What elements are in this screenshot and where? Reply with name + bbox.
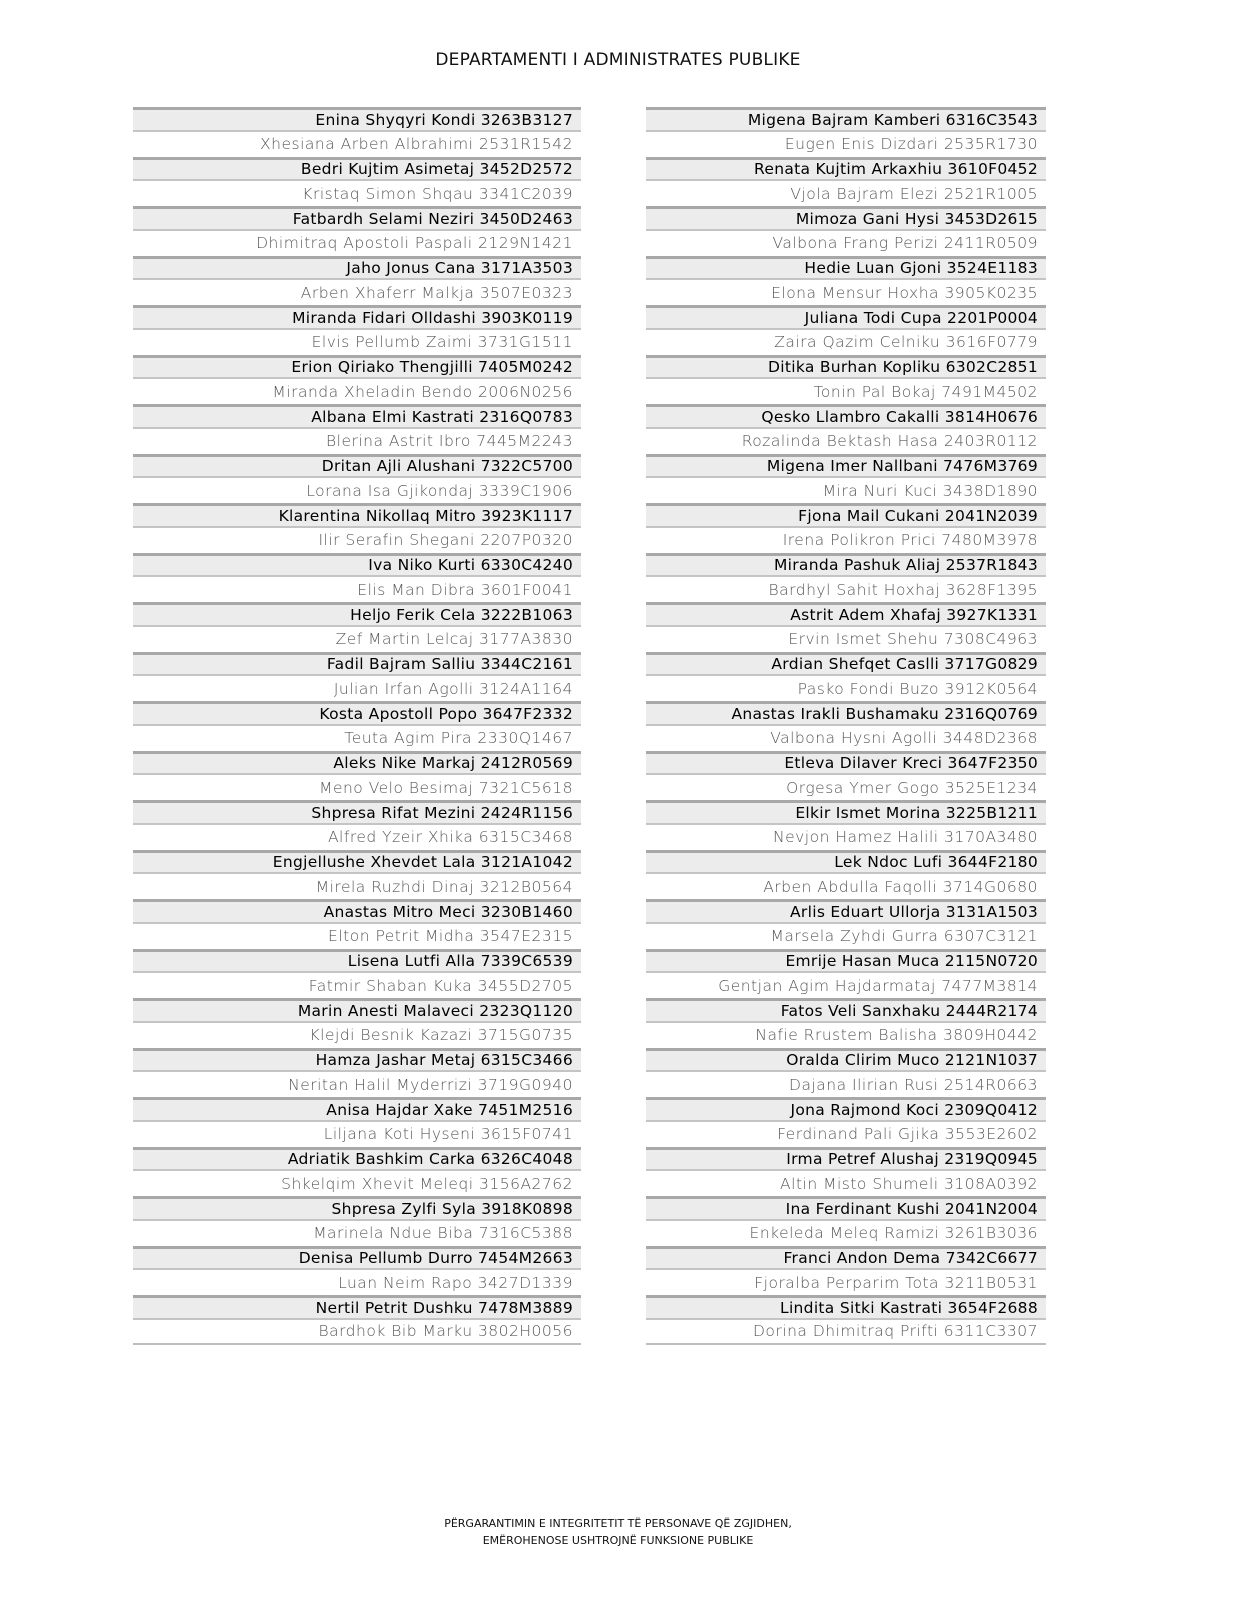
list-item: Lindita Sitki Kastrati 3654F2688 — [646, 1295, 1046, 1320]
list-item: Bardhok Bib Marku 3802H0056 — [133, 1320, 581, 1345]
list-item: Shpresa Zylfi Syla 3918K0898 — [133, 1196, 581, 1221]
footer-line-1: PËRGARANTIMIN E INTEGRITETIT TË PERSONAVE QË ZGJIDHEN, — [444, 1517, 792, 1530]
list-item: Valbona Frang Perizi 2411R0509 — [646, 231, 1046, 256]
list-item: Zef Martin Lelcaj 3177A3830 — [133, 627, 581, 652]
list-item: Franci Andon Dema 7342C6677 — [646, 1246, 1046, 1271]
list-item: Oralda Clirim Muco 2121N1037 — [646, 1048, 1046, 1073]
list-item: Qesko Llambro Cakalli 3814H0676 — [646, 404, 1046, 429]
list-item: Ditika Burhan Kopliku 6302C2851 — [646, 355, 1046, 380]
list-item: Mimoza Gani Hysi 3453D2615 — [646, 206, 1046, 231]
list-item: Klarentina Nikollaq Mitro 3923K1117 — [133, 503, 581, 528]
list-item: Miranda Pashuk Aliaj 2537R1843 — [646, 553, 1046, 578]
list-item: Juliana Todi Cupa 2201P0004 — [646, 305, 1046, 330]
list-item: Enkeleda Meleq Ramizi 3261B3036 — [646, 1221, 1046, 1246]
list-item: Ina Ferdinant Kushi 2041N2004 — [646, 1196, 1046, 1221]
list-item: Shkelqim Xhevit Meleqi 3156A2762 — [133, 1171, 581, 1196]
list-item: Fjoralba Perparim Tota 3211B0531 — [646, 1270, 1046, 1295]
list-item: Kristaq Simon Shqau 3341C2039 — [133, 181, 581, 206]
list-item: Bedri Kujtim Asimetaj 3452D2572 — [133, 157, 581, 182]
right-name-list — [646, 107, 1046, 1345]
list-item: Zaira Qazim Celniku 3616F0779 — [646, 330, 1046, 355]
list-item: Albana Elmi Kastrati 2316Q0783 — [133, 404, 581, 429]
list-item: Elis Man Dibra 3601F0041 — [133, 577, 581, 602]
list-item: Tonin Pal Bokaj 7491M4502 — [646, 379, 1046, 404]
list-item: Jona Rajmond Koci 2309Q0412 — [646, 1097, 1046, 1122]
list-item: Mirela Ruzhdi Dinaj 3212B0564 — [133, 874, 581, 899]
list-item: Eugen Enis Dizdari 2535R1730 — [646, 132, 1046, 157]
list-item: Engjellushe Xhevdet Lala 3121A1042 — [133, 850, 581, 875]
list-item: Elton Petrit Midha 3547E2315 — [133, 924, 581, 949]
list-item: Nevjon Hamez Halili 3170A3480 — [646, 825, 1046, 850]
list-item: Iva Niko Kurti 6330C4240 — [133, 553, 581, 578]
list-item: Neritan Halil Myderrizi 3719G0940 — [133, 1072, 581, 1097]
list-item: Migena Bajram Kamberi 6316C3543 — [646, 107, 1046, 132]
list-item: Gentjan Agim Hajdarmataj 7477M3814 — [646, 973, 1046, 998]
list-item: Dritan Ajli Alushani 7322C5700 — [133, 454, 581, 479]
list-item: Rozalinda Bektash Hasa 2403R0112 — [646, 429, 1046, 454]
list-item: Fadil Bajram Salliu 3344C2161 — [133, 652, 581, 677]
list-item: Arlis Eduart Ullorja 3131A1503 — [646, 899, 1046, 924]
list-item: Hamza Jashar Metaj 6315C3466 — [133, 1048, 581, 1073]
list-item: Adriatik Bashkim Carka 6326C4048 — [133, 1147, 581, 1172]
list-item: Nafie Rrustem Balisha 3809H0442 — [646, 1023, 1046, 1048]
list-item: Etleva Dilaver Kreci 3647F2350 — [646, 751, 1046, 776]
list-item: Pasko Fondi Buzo 3912K0564 — [646, 676, 1046, 701]
list-item: Miranda Xheladin Bendo 2006N0256 — [133, 379, 581, 404]
footer — [0, 1515, 1236, 1549]
list-item: Ervin Ismet Shehu 7308C4963 — [646, 627, 1046, 652]
list-item: Xhesiana Arben Albrahimi 2531R1542 — [133, 132, 581, 157]
list-item: Marsela Zyhdi Gurra 6307C3121 — [646, 924, 1046, 949]
list-item: Dhimitraq Apostoli Paspali 2129N1421 — [133, 231, 581, 256]
list-item: Ferdinand Pali Gjika 3553E2602 — [646, 1122, 1046, 1147]
list-item: Irena Polikron Prici 7480M3978 — [646, 528, 1046, 553]
list-item: Jaho Jonus Cana 3171A3503 — [133, 256, 581, 281]
list-item: Fatos Veli Sanxhaku 2444R2174 — [646, 998, 1046, 1023]
list-item: Kosta Apostoll Popo 3647F2332 — [133, 701, 581, 726]
list-item: Fjona Mail Cukani 2041N2039 — [646, 503, 1046, 528]
list-item: Enina Shyqyri Kondi 3263B3127 — [133, 107, 581, 132]
list-item: Julian Irfan Agolli 3124A1164 — [133, 676, 581, 701]
list-item: Klejdi Besnik Kazazi 3715G0735 — [133, 1023, 581, 1048]
list-item: Lek Ndoc Lufi 3644F2180 — [646, 850, 1046, 875]
list-item: Blerina Astrit Ibro 7445M2243 — [133, 429, 581, 454]
list-item: Marin Anesti Malaveci 2323Q1120 — [133, 998, 581, 1023]
list-item: Nertil Petrit Dushku 7478M3889 — [133, 1295, 581, 1320]
list-item: Dajana Ilirian Rusi 2514R0663 — [646, 1072, 1046, 1097]
list-item: Migena Imer Nallbani 7476M3769 — [646, 454, 1046, 479]
list-item: Aleks Nike Markaj 2412R0569 — [133, 751, 581, 776]
list-item: Irma Petref Alushaj 2319Q0945 — [646, 1147, 1046, 1172]
list-item: Orgesa Ymer Gogo 3525E1234 — [646, 775, 1046, 800]
list-item: Anastas Irakli Bushamaku 2316Q0769 — [646, 701, 1046, 726]
list-item: Fatbardh Selami Neziri 3450D2463 — [133, 206, 581, 231]
list-item: Anastas Mitro Meci 3230B1460 — [133, 899, 581, 924]
list-item: Dorina Dhimitraq Prifti 6311C3307 — [646, 1320, 1046, 1345]
list-item: Altin Misto Shumeli 3108A0392 — [646, 1171, 1046, 1196]
list-item: Meno Velo Besimaj 7321C5618 — [133, 775, 581, 800]
list-item: Hedie Luan Gjoni 3524E1183 — [646, 256, 1046, 281]
list-item: Erion Qiriako Thengjilli 7405M0242 — [133, 355, 581, 380]
list-item: Elona Mensur Hoxha 3905K0235 — [646, 280, 1046, 305]
list-item: Bardhyl Sahit Hoxhaj 3628F1395 — [646, 577, 1046, 602]
list-item: Luan Neim Rapo 3427D1339 — [133, 1270, 581, 1295]
list-item: Lorana Isa Gjikondaj 3339C1906 — [133, 478, 581, 503]
list-item: Vjola Bajram Elezi 2521R1005 — [646, 181, 1046, 206]
list-item: Miranda Fidari Olldashi 3903K0119 — [133, 305, 581, 330]
list-item: Ardian Shefqet Caslli 3717G0829 — [646, 652, 1046, 677]
list-item: Astrit Adem Xhafaj 3927K1331 — [646, 602, 1046, 627]
list-item: Mira Nuri Kuci 3438D1890 — [646, 478, 1046, 503]
list-item: Renata Kujtim Arkaxhiu 3610F0452 — [646, 157, 1046, 182]
list-item: Elkir Ismet Morina 3225B1211 — [646, 800, 1046, 825]
list-item: Alfred Yzeir Xhika 6315C3468 — [133, 825, 581, 850]
page-title: DEPARTAMENTI I ADMINISTRATES PUBLIKE — [435, 50, 801, 70]
list-item: Ilir Serafin Shegani 2207P0320 — [133, 528, 581, 553]
footer-line-2: EMËROHENOSE USHTROJNË FUNKSIONE PUBLIKE — [482, 1534, 754, 1547]
left-name-list — [133, 107, 581, 1345]
list-item: Arben Xhaferr Malkja 3507E0323 — [133, 280, 581, 305]
list-item: Teuta Agim Pira 2330Q1467 — [133, 726, 581, 751]
list-item: Arben Abdulla Faqolli 3714G0680 — [646, 874, 1046, 899]
list-item: Shpresa Rifat Mezini 2424R1156 — [133, 800, 581, 825]
list-item: Heljo Ferik Cela 3222B1063 — [133, 602, 581, 627]
list-item: Denisa Pellumb Durro 7454M2663 — [133, 1246, 581, 1271]
list-item: Marinela Ndue Biba 7316C5388 — [133, 1221, 581, 1246]
list-item: Anisa Hajdar Xake 7451M2516 — [133, 1097, 581, 1122]
list-item: Elvis Pellumb Zaimi 3731G1511 — [133, 330, 581, 355]
list-item: Emrije Hasan Muca 2115N0720 — [646, 949, 1046, 974]
list-item: Lisena Lutfi Alla 7339C6539 — [133, 949, 581, 974]
list-item: Fatmir Shaban Kuka 3455D2705 — [133, 973, 581, 998]
list-item: Liljana Koti Hyseni 3615F0741 — [133, 1122, 581, 1147]
list-item: Valbona Hysni Agolli 3448D2368 — [646, 726, 1046, 751]
